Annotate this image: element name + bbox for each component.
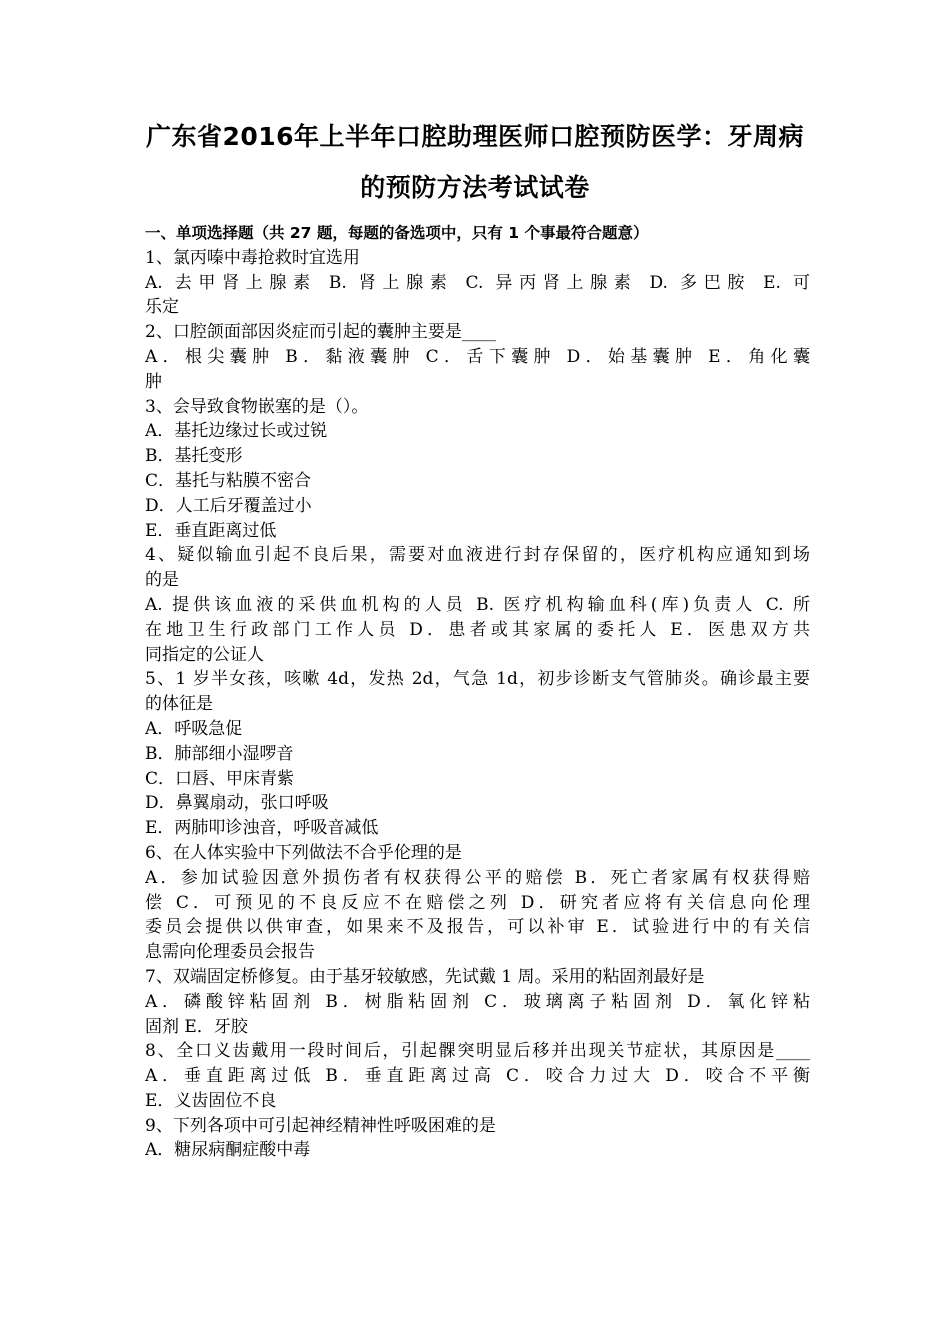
option-line: E．义齿固位不良 xyxy=(145,1090,277,1111)
option-line: 同指定的公证人 xyxy=(145,644,264,665)
question-text: 的是 xyxy=(145,570,179,591)
section-heading: 一、单项选择题（共 27 题，每题的备选项中，只有 1 个事最符合题意） xyxy=(145,224,649,242)
option-line: A．基托边缘过长或过锐 xyxy=(145,421,328,442)
option-line: C．基托与粘膜不密合 xyxy=(145,470,312,491)
option-line: A．呼吸急促 xyxy=(145,718,243,739)
option-line: A．参加试验因意外损伤者有权获得公平的赔偿 B．死亡者家属有权获得赔 xyxy=(145,867,810,888)
option-line: 固剂 E．牙胶 xyxy=(145,1016,248,1037)
option-line: D．人工后牙覆盖过小 xyxy=(145,495,312,516)
option-line: 息需向伦理委员会报告 xyxy=(145,942,315,963)
option-line: A. 提供该血液的采供血机构的人员 B. 医疗机构输血科(库)负责人 C. 所 xyxy=(145,594,810,615)
option-line: B．肺部细小湿啰音 xyxy=(145,743,294,764)
option-line: 在地卫生行政部门工作人员 D．患者或其家属的委托人 E．医患双方共 xyxy=(145,619,810,640)
option-line: E．两肺叩诊浊音，呼吸音减低 xyxy=(145,818,379,839)
question-text: 1、氯丙嗪中毒抢救时宜选用 xyxy=(145,247,360,268)
question-text: 5、1 岁半女孩，咳嗽 4d，发热 2d，气急 1d，初步诊断支气管肺炎。确诊最主要 xyxy=(145,669,810,690)
option-line: A．根尖囊肿 B．黏液囊肿 C．舌下囊肿 D．始基囊肿 E．角化囊 xyxy=(145,346,810,367)
option-line: 偿 C．可预见的不良反应不在赔偿之列 D．研究者应将有关信息向伦理 xyxy=(145,892,810,913)
document-title-line-2: 的预防方法考试试卷 xyxy=(360,173,590,202)
option-line: B．基托变形 xyxy=(145,446,243,467)
question-text: 9、下列各项中可引起神经精神性呼吸困难的是 xyxy=(145,1115,496,1136)
document-body xyxy=(145,221,810,1163)
option-line: A. 去甲肾上腺素 B. 肾上腺素 C. 异丙肾上腺素 D. 多巴胺 E. 可 xyxy=(145,272,810,293)
question-text: 6、在人体实验中下列做法不合乎伦理的是 xyxy=(145,842,462,863)
option-line: A．糖尿病酮症酸中毒 xyxy=(145,1140,311,1161)
question-text: 的体征是 xyxy=(145,694,213,715)
option-line: 乐定 xyxy=(145,297,179,318)
question-text: 8、全口义齿戴用一段时间后，引起髁突明显后移并出现关节症状，其原因是____ xyxy=(145,1041,810,1062)
option-line: C．口唇、甲床青紫 xyxy=(145,768,295,789)
option-line: E．垂直距离过低 xyxy=(145,520,277,541)
option-line: 肿 xyxy=(145,371,162,392)
option-line: D．鼻翼扇动，张口呼吸 xyxy=(145,793,329,814)
question-text: 3、会导致食物嵌塞的是（）。 xyxy=(145,396,369,417)
question-text: 2、口腔颌面部因炎症而引起的囊肿主要是____ xyxy=(145,322,496,343)
option-line: A．磷酸锌粘固剂 B．树脂粘固剂 C．玻璃离子粘固剂 D．氧化锌粘 xyxy=(145,991,810,1012)
document-title-line-1: 广东省2016年上半年口腔助理医师口腔预防医学：牙周病 xyxy=(145,122,805,151)
question-text: 7、双端固定桥修复。由于基牙较敏感，先试戴 1 周。采用的粘固剂最好是 xyxy=(145,966,705,987)
option-line: 委员会提供以供审查，如果来不及报告，可以补审 E．试验进行中的有关信 xyxy=(145,917,810,938)
question-text: 4、疑似输血引起不良后果，需要对血液进行封存保留的，医疗机构应通知到场 xyxy=(145,545,810,566)
option-line: A．垂直距离过低 B．垂直距离过高 C．咬合力过大 D．咬合不平衡 xyxy=(145,1066,810,1087)
